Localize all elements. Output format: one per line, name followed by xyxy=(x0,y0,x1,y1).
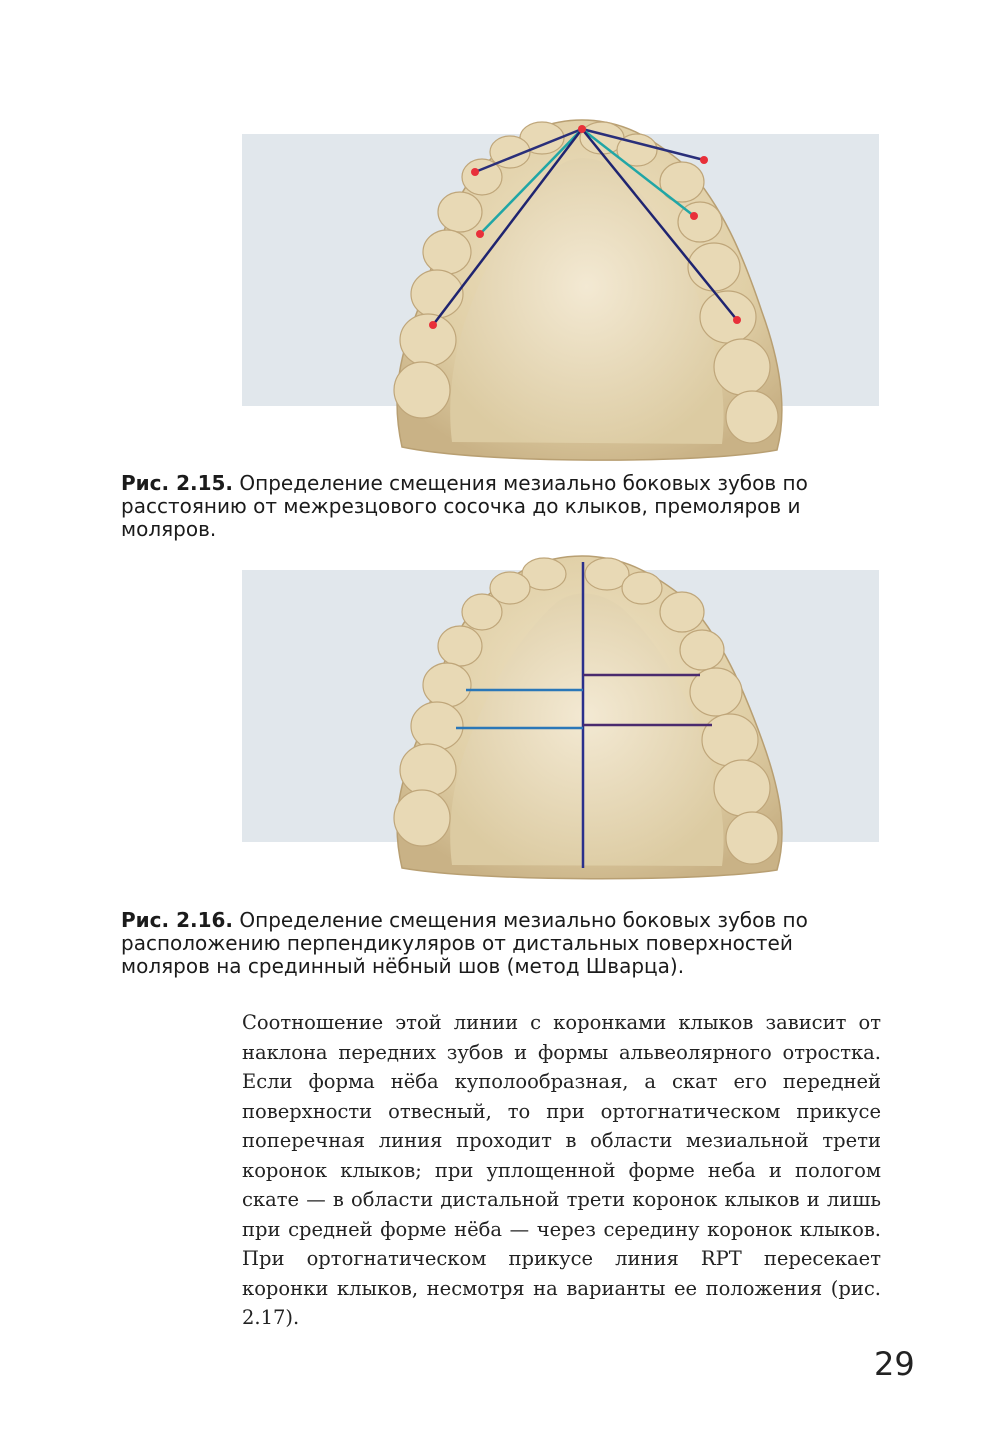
molar-point-right xyxy=(733,316,741,324)
page-number: 29 xyxy=(874,1345,915,1383)
molar-point-left xyxy=(429,321,437,329)
body-paragraph: Соотношение этой линии с коронками клыков зависит от наклона передних зубов и формы альвеолярного отростка. Если форма нёба куполообразная, а скат его передней поверхности отвесный, то при ортогнатическом прикусе поперечная линия проходит в области мезиальной трети коронок клыков; при уплощенной форме неба и пологом скате — в области дистальной трети коронок клыков и лишь при средней форме нёба — через середину коронок клыков. При ортогнатическом прикусе линия RPT пересекает коронки клыков, несмотря на варианты ее положения (рис. 2.17). xyxy=(242,1011,881,1329)
premolar-point-right xyxy=(690,212,698,220)
premolar-point-left xyxy=(476,230,484,238)
figure-2-15-label: Рис. 2.15. xyxy=(121,471,234,495)
figure-2-15-caption-text: Определение смещения мезиально боковых зубов по расстоянию от межрезцового сосочка до клыков, премоляров и моляров. xyxy=(121,471,808,541)
dental-cast-illustration-1 xyxy=(242,112,879,470)
canine-point-right xyxy=(700,156,708,164)
canine-point-left xyxy=(471,168,479,176)
figure-2-15-image xyxy=(242,112,879,470)
figure-2-16-caption-text: Определение смещения мезиально боковых зубов по расположению перпендикуляров от дистальных поверхностей моляров на срединный нёбный шов (метод Шварца). xyxy=(121,908,808,978)
figure-2-16-image xyxy=(242,550,879,880)
figure-2-15-caption xyxy=(121,472,841,541)
figure-2-16-label: Рис. 2.16. xyxy=(121,908,234,932)
figure-2-16-caption xyxy=(121,909,841,978)
dental-cast-illustration-2 xyxy=(242,550,879,880)
papilla-point xyxy=(578,125,586,133)
